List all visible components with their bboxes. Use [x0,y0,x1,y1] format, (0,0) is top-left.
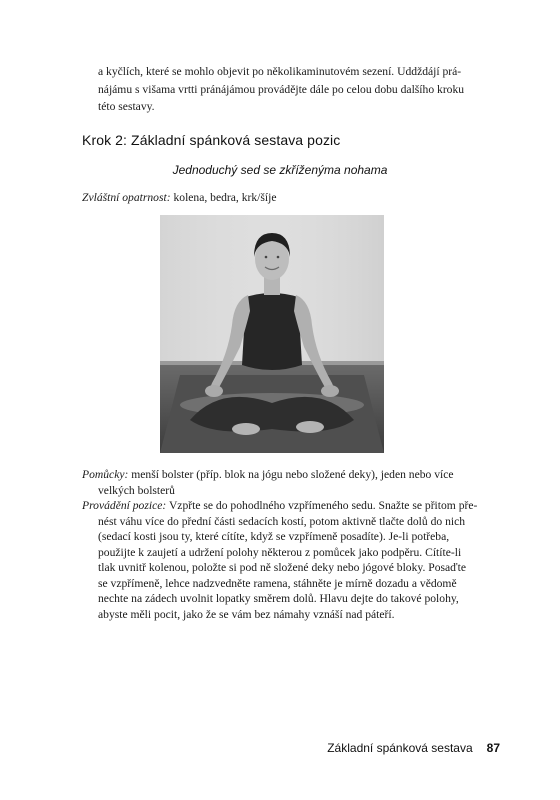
aids-line [82,467,472,483]
instructions-block [82,467,478,622]
left-foot [232,423,260,435]
aids-text: menší bolster (příp. blok na jógu nebo složené deky), jeden nebo více [128,468,454,481]
caution-label: Zvláštní opatrnost: [82,191,171,204]
left-eye [265,256,268,259]
execution-label: Provádění pozice: [82,499,167,512]
pose-title: Jednoduchý sed se zkříženýma nohama [172,163,388,177]
text-line: nájámu s višama vrtti pránájámou provádějte dále po celou dobu dalšího kroku [98,82,465,96]
yoga-pose-photo [160,215,384,453]
execution-first-line [82,498,478,514]
execution-line: nechte na zádech uvolnit lopatky směrem dolů. Hlavu dejte do takové polohy, [98,592,459,605]
torso [242,293,302,370]
aids-line-continued: velkých bolsterů [98,483,175,497]
execution-line: (sedací kosti jsou ty, které cítíte, když se vzpřímeně posadíte). Je-li potřeba, [98,530,450,543]
running-title: Základní spánková sestava [327,741,473,755]
yoga-pose-illustration [160,215,384,453]
intro-paragraph [98,63,470,116]
text-line: a kyčlích, které se mohlo objevit po několikaminutovém sezení. Uddždájí prá- [98,65,462,78]
execution-line: se vzpřímeně, lehce nadzvedněte ramena, stáhněte je mírně dozadu a vědomě [98,576,457,590]
right-foot [296,421,324,433]
execution-line: použijte k zaujetí a udržení polohy některou z pomůcek jako podpěru. Cítíte-li [98,545,462,559]
execution-line: tlak uvnitř kolenou, položte si pod ně složené deky nebo jógové bloky. Posaďte [98,561,467,574]
caution-line [82,191,277,204]
execution-line: nést váhu více do přední části sedacích kostí, potom aktivně tlačte dolů do nich [98,514,466,528]
caution-text: kolena, bedra, krk/šíje [170,191,277,204]
execution-line: abyste měli pocit, jako že se vám bez námahy vznáší nad páteří. [98,607,395,621]
aids-label: Pomůcky: [82,468,129,481]
right-hand [321,385,339,397]
text-line: této sestavy. [98,100,155,113]
right-eye [277,256,280,259]
page-footer [327,741,500,755]
left-hand [205,385,223,397]
page-number: 87 [486,741,500,755]
section-heading: Krok 2: Základní spánková sestava pozic [82,132,341,148]
execution-text: Vzpřte se do pohodlného vzpřímeného sedu. Snažte se přitom pře- [166,499,478,512]
